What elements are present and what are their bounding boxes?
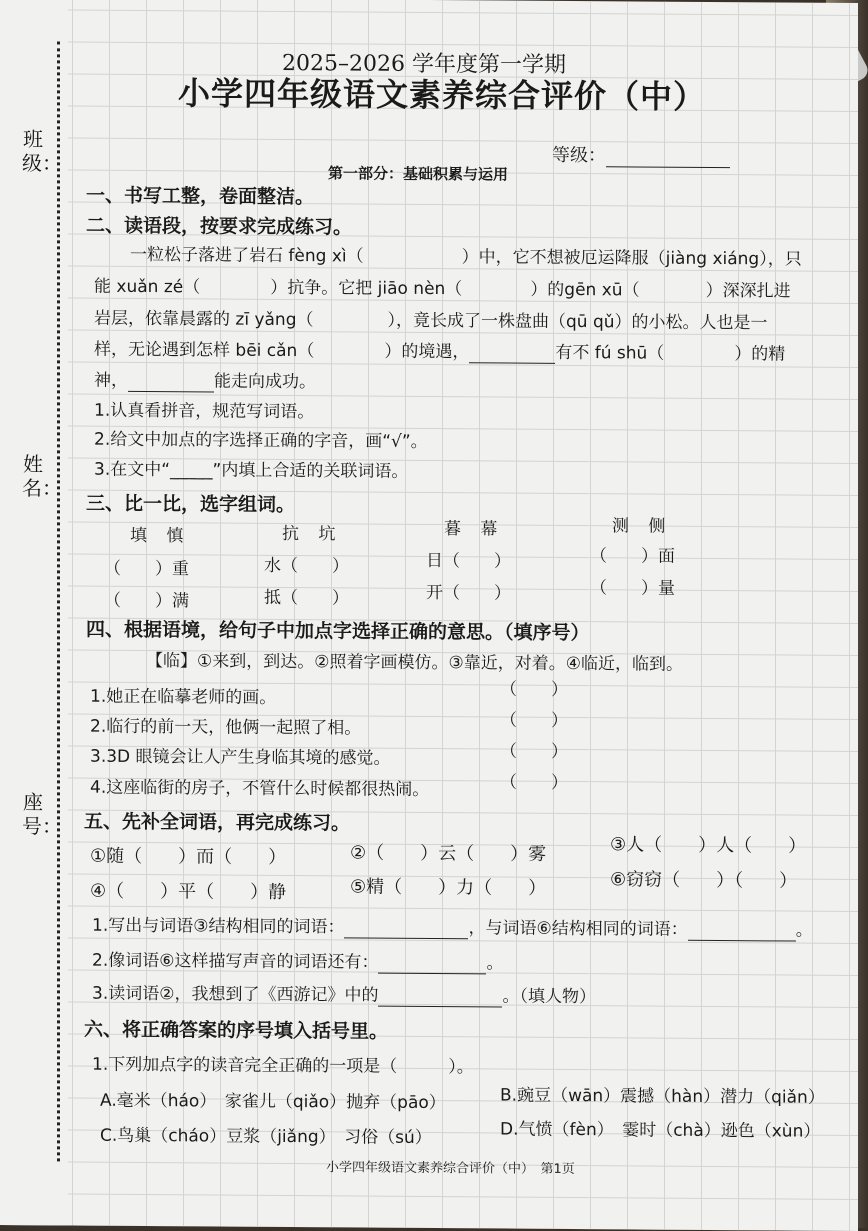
s4-question-3: 3.3D 眼镜会让人产生身临其境的感觉。 (90, 746, 391, 770)
idiom-1[interactable]: ①随（ ）而（ ） (90, 846, 286, 869)
word-blank[interactable]: （ ）重 (104, 558, 189, 581)
school-year: 2025–2026 学年度第一学期 (282, 53, 566, 77)
passage-line-3: 岩层，依靠晨露的 zī yǎng（ ），竟长成了一株盘曲（qū qǔ）的小松。人也是一 (94, 308, 768, 335)
idiom-3[interactable]: ③人（ ）人（ ） (610, 834, 806, 857)
idiom-2[interactable]: ②（ ）云（ ）雾 (350, 842, 546, 865)
part-heading: 第一部分：基础积累与运用 (328, 162, 508, 185)
s5-question-2: 2.像词语⑥这样描写声音的词语还有： 。 (92, 950, 503, 975)
page-footer: 小学四年级语文素养综合评价（中） 第1页 (326, 1157, 575, 1181)
char-group-3: 暮 幕 (444, 518, 497, 540)
binding-dotted-line (57, 41, 60, 1161)
answer-blank[interactable] (378, 973, 486, 975)
char-group-4: 测 侧 (612, 515, 665, 537)
name-label: 姓名： (22, 452, 44, 500)
s4-question-1: 1.她正在临摹老师的画。 (90, 686, 276, 709)
word-blank[interactable]: 水（ ） (264, 555, 349, 578)
definition-line: 【临】①来到，到达。②照着字画模仿。③靠近，对着。④临近，临到。 (146, 650, 683, 676)
word-blank[interactable]: （ ）量 (590, 577, 675, 600)
s5-question-3: 3.读词语②，我想到了《西游记》中的 。（填人物） (92, 983, 596, 1009)
grade-blank[interactable] (606, 166, 730, 168)
word-blank[interactable]: （ ）面 (590, 545, 675, 568)
idiom-4[interactable]: ④（ ）平（ ）静 (90, 881, 286, 904)
section-4-title: 四、根据语境，给句子中加点字选择正确的意思。（填序号） (86, 619, 590, 645)
passage-line-2: 能 xuǎn zé（ ）抗争。它把 jiāo nèn（ ）的gēn xū（ ）深深扎进 (94, 276, 791, 303)
option-c[interactable]: C.鸟巢（cháo）豆浆（jiǎng） 习俗（sú） (100, 1125, 432, 1149)
s4-question-4: 4.这座临街的房子，不管什么时候都很热闹。 (90, 777, 429, 801)
class-label: 班级： (22, 127, 44, 175)
answer-space[interactable] (364, 262, 462, 263)
conjunction-blank[interactable] (128, 391, 214, 393)
answer-paren[interactable]: （ ） (500, 678, 568, 700)
section-1-title: 一、书写工整，卷面整洁。 (86, 185, 314, 209)
word-blank[interactable]: 日（ ） (426, 550, 511, 573)
passage-line-5: 神， 能走向成功。 (94, 370, 316, 394)
s4-question-2: 2.临行的前一天，他俩一起照了相。 (90, 716, 361, 740)
s5-question-1: 1.写出与词语③结构相同的词语： ，与词语⑥结构相同的词语： 。 (92, 915, 813, 942)
passage-line-1: 一粒松子落进了岩石 fèng xì（ ）中，它不想被厄运降服（jiàng xiáng），只 (130, 244, 802, 271)
passage-line-4: 样，无论遇到怎样 bēi cǎn（ ）的境遇， 有不 fú shū（ ）的精 (94, 339, 785, 366)
s2-question-1: 1.认真看拼音，规范写词语。 (94, 400, 314, 424)
answer-paren[interactable]: （ ） (500, 709, 568, 731)
idiom-6[interactable]: ⑥窃窃（ ）（ ） (610, 869, 797, 892)
conjunction-blank[interactable] (469, 362, 555, 364)
section-3-title: 三、比一比，选字组词。 (86, 493, 295, 516)
char-group-1: 填 慎 (130, 525, 183, 547)
s2-question-2: 2.给文中加点的字选择正确的字音，画“√”。 (94, 429, 428, 453)
option-b[interactable]: B.豌豆（wān）震撼（hàn）潜力（qiǎn） (500, 1084, 825, 1108)
grade-label: 等级： (552, 145, 730, 168)
answer-blank[interactable] (378, 1006, 502, 1008)
word-blank[interactable]: 开（ ） (426, 582, 511, 605)
word-blank[interactable]: （ ）满 (104, 590, 189, 613)
option-a[interactable]: A.毫米（háo） 家雀儿（qiǎo）抛弃（pāo） (100, 1090, 446, 1114)
page-title: 小学四年级语文素养综合评价（中） (178, 82, 706, 108)
section-5-title: 五、先补全词语，再完成练习。 (84, 811, 350, 835)
word-blank[interactable]: 抵（ ） (264, 587, 349, 610)
s6-question-1: 1.下列加点字的读音完全正确的一项是（ ）。 (92, 1054, 474, 1079)
answer-blank[interactable] (688, 940, 796, 942)
idiom-5[interactable]: ⑤精（ ）力（ ） (350, 876, 546, 899)
char-group-2: 抗 坑 (282, 523, 335, 545)
answer-paren[interactable]: （ ） (500, 771, 568, 793)
answer-paren[interactable]: （ ） (500, 740, 568, 762)
answer-space[interactable] (314, 325, 388, 326)
section-6-title: 六、将正确答案的序号填入括号里。 (84, 1019, 388, 1043)
option-d[interactable]: D.气愤（fèn） 霎时（chà）逊色（xùn） (500, 1118, 820, 1142)
answer-blank[interactable] (344, 937, 468, 939)
section-2-title: 二、读语段，按要求完成练习。 (86, 215, 352, 239)
s2-question-3: 3.在文中“_____”内填上合适的关联词语。 (94, 459, 408, 483)
seat-label: 座号： (22, 790, 44, 838)
